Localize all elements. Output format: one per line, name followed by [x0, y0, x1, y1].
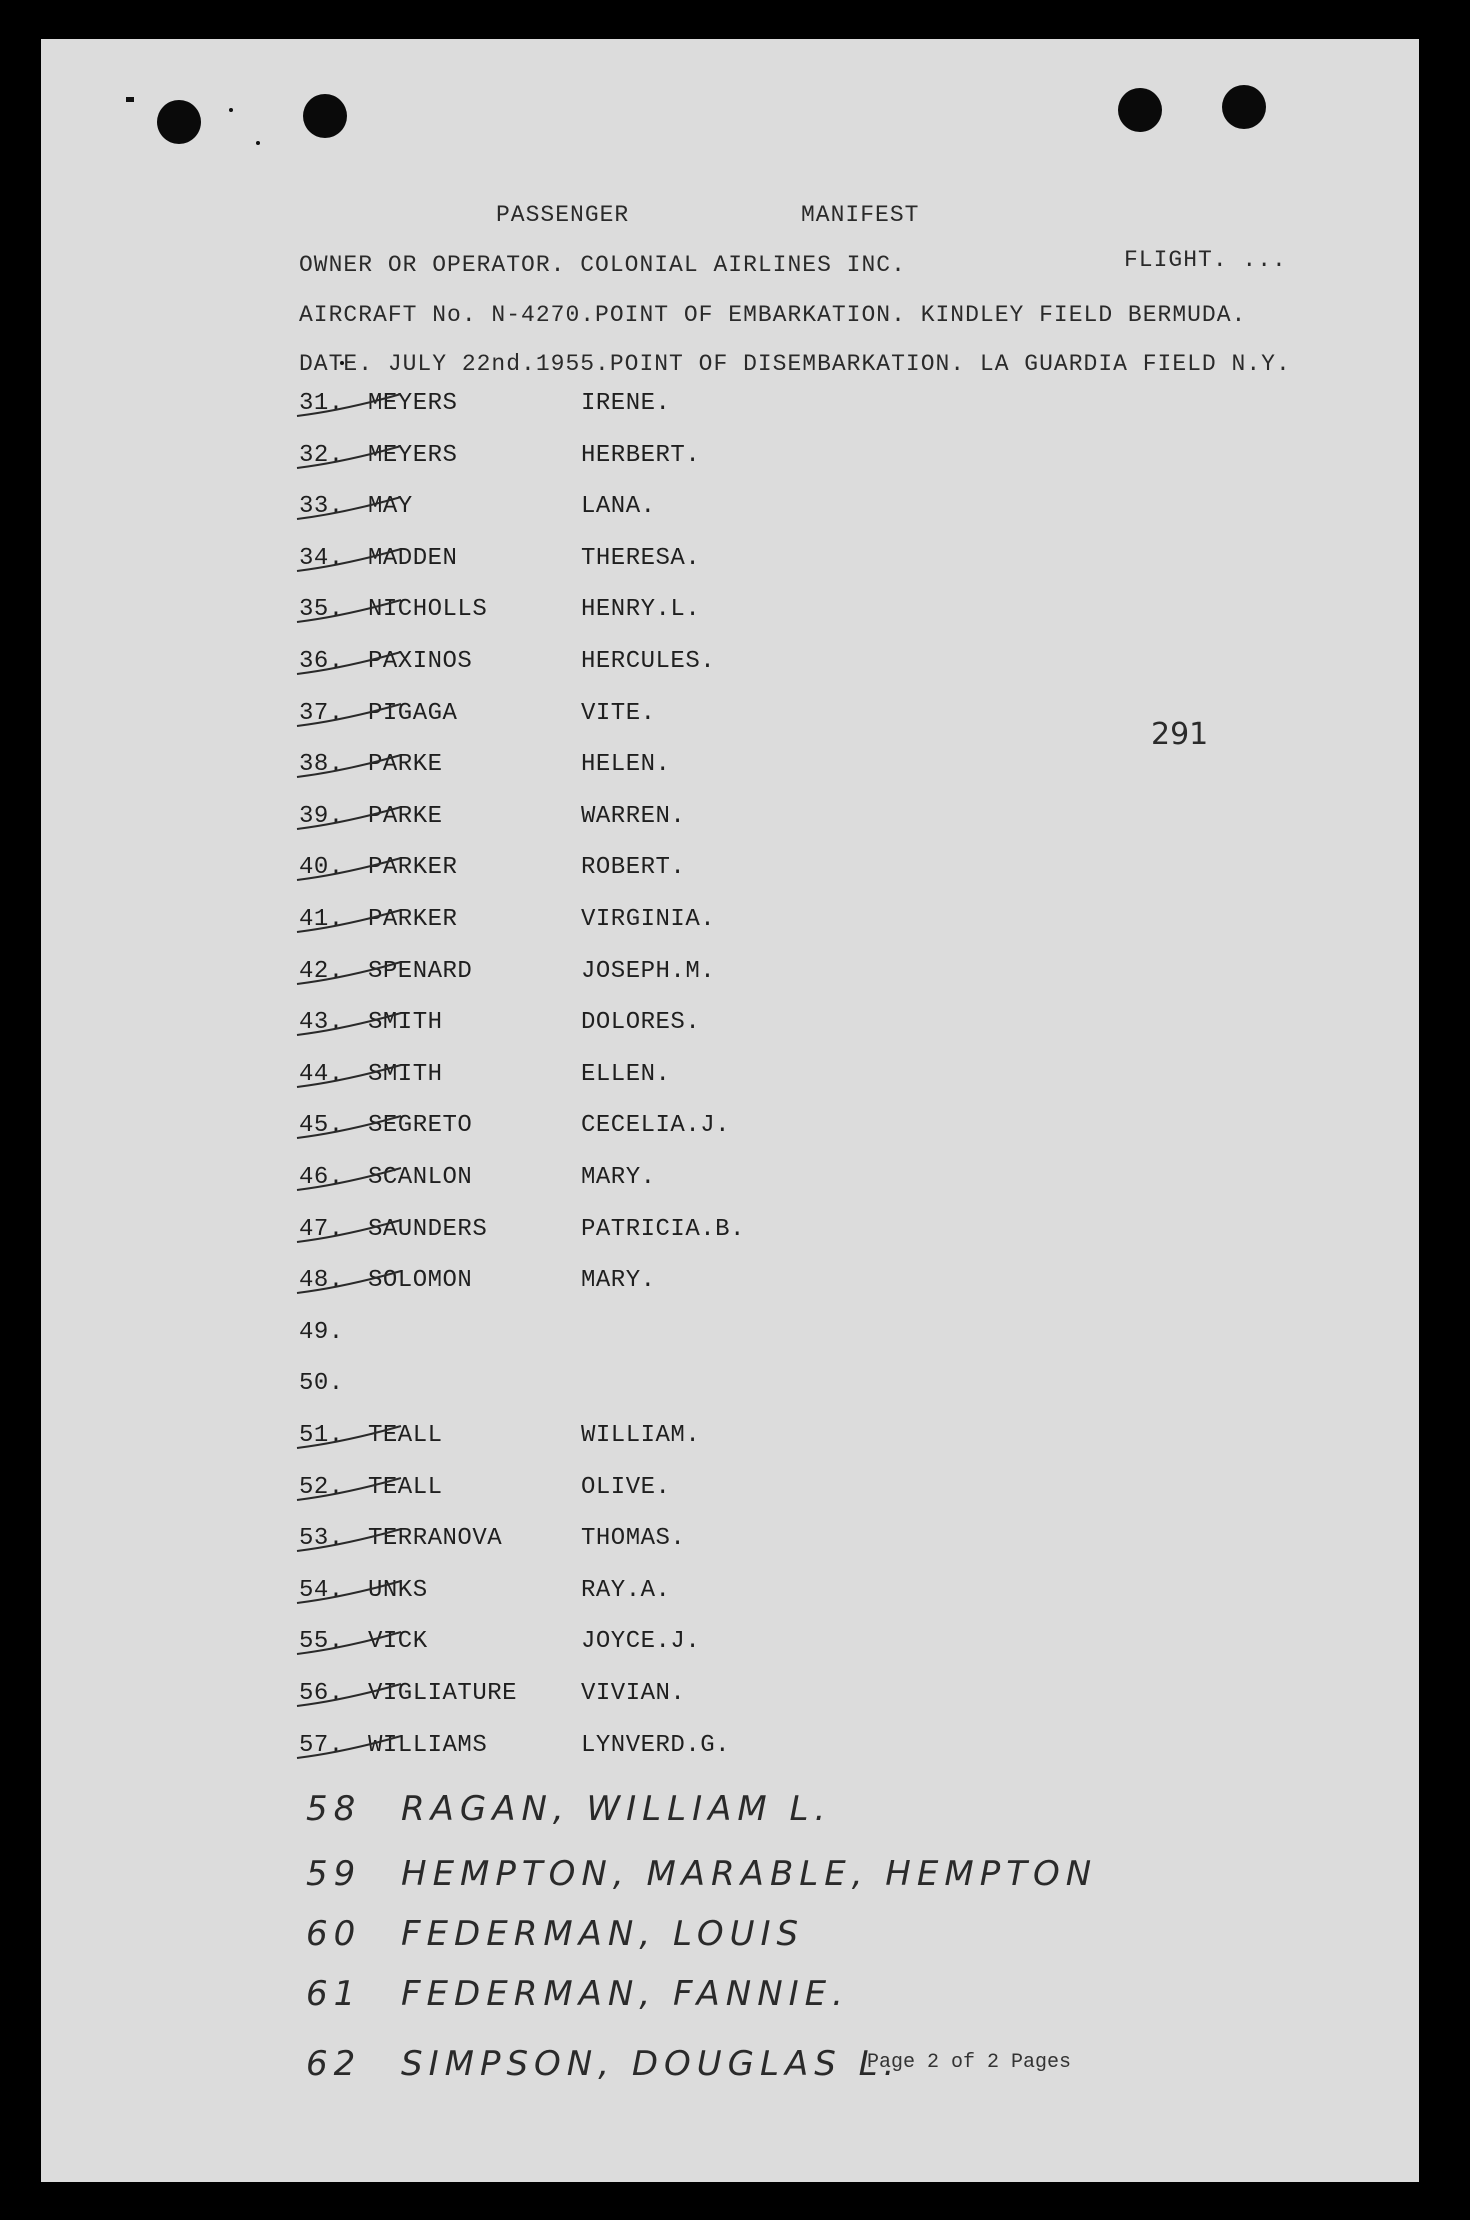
passenger-last-name: WILLIAMS [368, 1732, 488, 1759]
passenger-last-name: MEYERS [368, 442, 458, 469]
passenger-number: 52. [299, 1474, 344, 1501]
passenger-number: 45. [299, 1112, 344, 1139]
flight-label: FLIGHT. ... [1124, 247, 1287, 273]
punch-hole [1118, 88, 1162, 132]
passenger-last-name: VICK [368, 1628, 428, 1655]
passenger-number: 44. [299, 1061, 344, 1088]
passenger-first-name: OLIVE. [581, 1474, 671, 1501]
handwritten-entry [306, 2044, 1306, 2100]
passenger-row [299, 1267, 899, 1307]
passenger-number: 39. [299, 803, 344, 830]
passenger-first-name: LANA. [581, 493, 656, 520]
passenger-number: 32. [299, 442, 344, 469]
passenger-first-name: ROBERT. [581, 854, 686, 881]
passenger-last-name: PARKER [368, 906, 458, 933]
passenger-number: 34. [299, 545, 344, 572]
passenger-row [299, 1732, 899, 1772]
passenger-number: 50. [299, 1370, 344, 1397]
passenger-number: 56. [299, 1680, 344, 1707]
passenger-last-name: TEALL [368, 1474, 443, 1501]
page-footer: Page 2 of 2 Pages [867, 2051, 1072, 2074]
passenger-row [299, 1319, 899, 1359]
passenger-first-name: HENRY.L. [581, 596, 701, 623]
passenger-row [299, 1474, 899, 1514]
passenger-row [299, 1680, 899, 1720]
passenger-row [299, 442, 899, 482]
passenger-last-name: SMITH [368, 1061, 443, 1088]
passenger-number: 49. [299, 1319, 344, 1346]
handwritten-name: RAGAN, WILLIAM L. [401, 1789, 832, 1829]
passenger-first-name: VITE. [581, 700, 656, 727]
passenger-first-name: VIRGINIA. [581, 906, 716, 933]
passenger-first-name: MARY. [581, 1164, 656, 1191]
passenger-row [299, 854, 899, 894]
passenger-row [299, 700, 899, 740]
passenger-row [299, 648, 899, 688]
passenger-last-name: PARKER [368, 854, 458, 881]
handwritten-number: 59 [306, 1854, 362, 1894]
passenger-number: 37. [299, 700, 344, 727]
manifest-title-left: PASSENGER [496, 202, 630, 228]
passenger-row [299, 1525, 899, 1565]
passenger-number: 48. [299, 1267, 344, 1294]
passenger-last-name: PARKE [368, 751, 443, 778]
handwritten-entry [306, 1974, 1306, 2030]
handwritten-number: 58 [306, 1789, 362, 1829]
passenger-first-name: HERBERT. [581, 442, 701, 469]
passenger-last-name: NICHOLLS [368, 596, 488, 623]
passenger-row [299, 1216, 899, 1256]
handwritten-name: FEDERMAN, FANNIE. [401, 1974, 849, 2014]
passenger-last-name: MEYERS [368, 390, 458, 417]
handwritten-entry [306, 1854, 1306, 1910]
handwritten-entry [306, 1914, 1306, 1970]
passenger-number: 54. [299, 1577, 344, 1604]
passenger-first-name: CECELIA.J. [581, 1112, 731, 1139]
passenger-last-name: SCANLON [368, 1164, 473, 1191]
passenger-number: 55. [299, 1628, 344, 1655]
passenger-last-name: TEALL [368, 1422, 443, 1449]
passenger-row [299, 1112, 899, 1152]
passenger-first-name: THOMAS. [581, 1525, 686, 1552]
passenger-row [299, 906, 899, 946]
passenger-last-name: MADDEN [368, 545, 458, 572]
passenger-last-name: VIGLIATURE [368, 1680, 518, 1707]
passenger-row [299, 545, 899, 585]
passenger-first-name: PATRICIA.B. [581, 1216, 745, 1243]
passenger-row [299, 1164, 899, 1204]
passenger-row [299, 1422, 899, 1462]
passenger-last-name: SEGRETO [368, 1112, 473, 1139]
ink-mark [126, 97, 134, 102]
ink-mark [256, 141, 260, 145]
passenger-first-name: JOSEPH.M. [581, 958, 716, 985]
stamp-number: 291 [1151, 717, 1209, 752]
passenger-row [299, 1061, 899, 1101]
passenger-number: 53. [299, 1525, 344, 1552]
passenger-number: 46. [299, 1164, 344, 1191]
passenger-first-name: WILLIAM. [581, 1422, 701, 1449]
punch-hole [157, 100, 201, 144]
passenger-last-name: SPENARD [368, 958, 473, 985]
passenger-row [299, 596, 899, 636]
passenger-row [299, 1009, 899, 1049]
passenger-row [299, 1628, 899, 1668]
handwritten-number: 60 [306, 1914, 362, 1954]
passenger-last-name: PIGAGA [368, 700, 458, 727]
passenger-number: 41. [299, 906, 344, 933]
passenger-number: 33. [299, 493, 344, 520]
passenger-last-name: UNKS [368, 1577, 428, 1604]
passenger-row [299, 1577, 899, 1617]
punch-hole [1222, 85, 1266, 129]
handwritten-name: SIMPSON, DOUGLAS L. [401, 2044, 901, 2084]
passenger-number: 40. [299, 854, 344, 881]
passenger-first-name: MARY. [581, 1267, 656, 1294]
passenger-last-name: MAY [368, 493, 413, 520]
punch-hole [303, 94, 347, 138]
passenger-number: 42. [299, 958, 344, 985]
passenger-first-name: DOLORES. [581, 1009, 701, 1036]
aircraft-line: AIRCRAFT No. N-4270.POINT OF EMBARKATION. KINDLEY FIELD BERMUDA. [299, 302, 1247, 328]
manifest-title-right: MANIFEST [801, 202, 920, 228]
passenger-number: 57. [299, 1732, 344, 1759]
passenger-last-name: SOLOMON [368, 1267, 473, 1294]
passenger-row [299, 493, 899, 533]
passenger-last-name: TERRANOVA [368, 1525, 503, 1552]
passenger-row [299, 751, 899, 791]
date-line: DATE. JULY 22nd.1955.POINT OF DISEMBARKATION. LA GUARDIA FIELD N.Y. [299, 351, 1291, 377]
passenger-row [299, 958, 899, 998]
passenger-first-name: WARREN. [581, 803, 686, 830]
passenger-first-name: VIVIAN. [581, 1680, 686, 1707]
passenger-row [299, 803, 899, 843]
passenger-first-name: THERESA. [581, 545, 701, 572]
passenger-number: 31. [299, 390, 344, 417]
passenger-first-name: ELLEN. [581, 1061, 671, 1088]
passenger-last-name: SAUNDERS [368, 1216, 488, 1243]
handwritten-entry [306, 1789, 1306, 1845]
passenger-row [299, 390, 899, 430]
handwritten-number: 61 [306, 1974, 362, 2014]
ink-mark [229, 108, 233, 112]
passenger-first-name: HERCULES. [581, 648, 716, 675]
handwritten-number: 62 [306, 2044, 362, 2084]
passenger-number: 43. [299, 1009, 344, 1036]
handwritten-name: FEDERMAN, LOUIS [401, 1914, 805, 1954]
passenger-number: 36. [299, 648, 344, 675]
passenger-first-name: HELEN. [581, 751, 671, 778]
passenger-number: 35. [299, 596, 344, 623]
owner-line: OWNER OR OPERATOR. COLONIAL AIRLINES INC. [299, 252, 906, 278]
passenger-first-name: JOYCE.J. [581, 1628, 701, 1655]
passenger-number: 51. [299, 1422, 344, 1449]
passenger-last-name: PARKE [368, 803, 443, 830]
passenger-last-name: PAXINOS [368, 648, 473, 675]
passenger-first-name: RAY.A. [581, 1577, 671, 1604]
passenger-number: 47. [299, 1216, 344, 1243]
handwritten-name: HEMPTON, MARABLE, HEMPTON [401, 1854, 1098, 1894]
passenger-last-name: SMITH [368, 1009, 443, 1036]
passenger-first-name: IRENE. [581, 390, 671, 417]
passenger-first-name: LYNVERD.G. [581, 1732, 731, 1759]
passenger-row [299, 1370, 899, 1410]
manifest-page [41, 39, 1419, 2182]
passenger-number: 38. [299, 751, 344, 778]
